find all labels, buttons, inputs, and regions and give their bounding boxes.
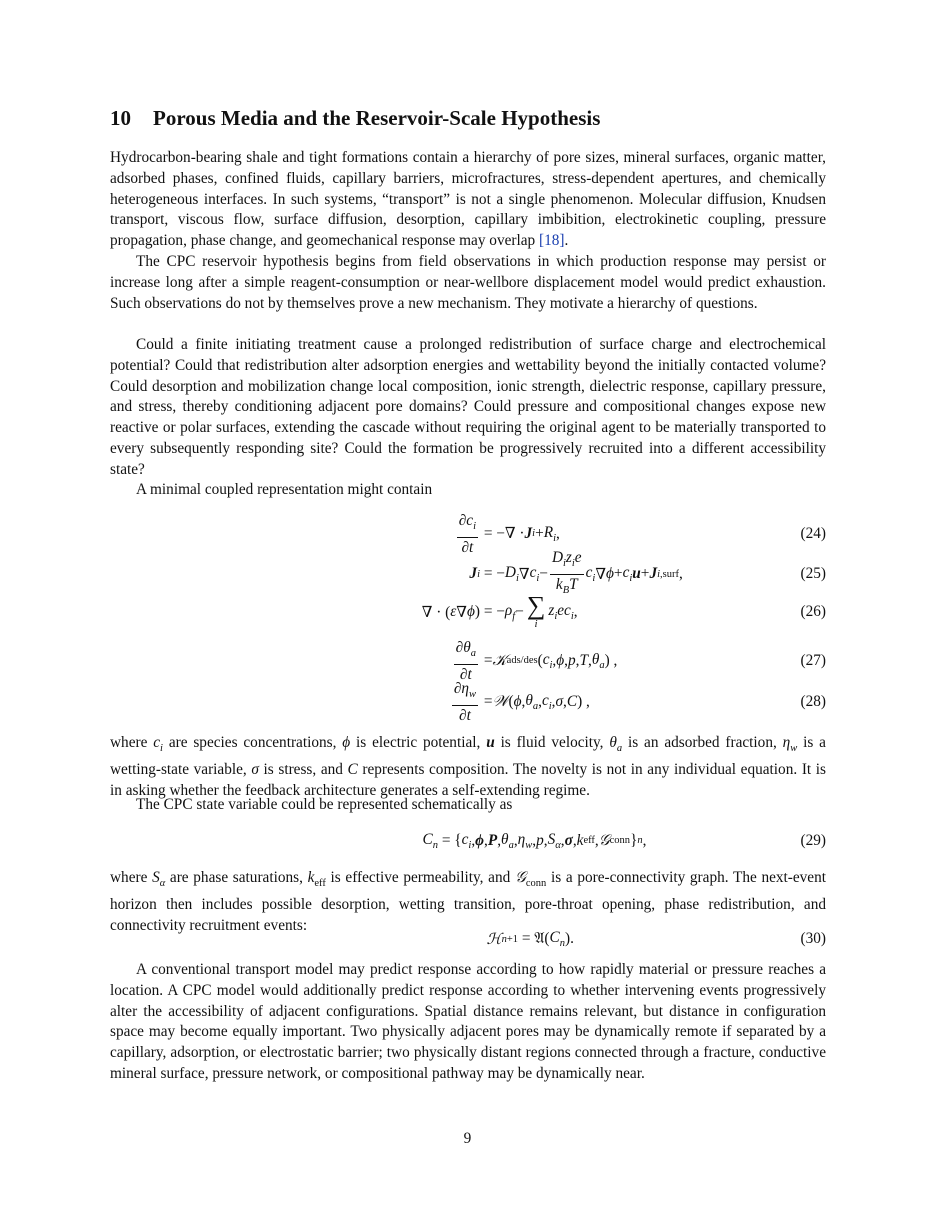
paragraph-questions: Could a finite initiating treatment cause a prolonged redistribution of surface charge and electrochemical potential? Could that redistribution alter adsorption energies and wettability beyond the initially contacted volume? Could desorption and mobilization change local composition, ionic strength, dielectric response, capillary pressure, and stress, thereby conditioning adjacent pore domains? Could pressure and compositional changes expose new reactive or polar surfaces, extending the cascade without requiring the original agent to be materially transported to every subsequently responding site? Could the formation be progressively recruited into a different accessibility state? [110,336,826,478]
equation-29 [110,820,826,862]
paragraph-variable-definitions: where $c_i$ are species concentrations, ϕ is electric potential, u is fluid velocity, $\theta_a$ is an adsorbed fraction, $\eta_w$ is a wetting-state variable, σ is stress, and C represents composition. The novelty is not in any individual equation. It is in asking whether the feedback architecture generates a self-extending regime. [110,734,826,799]
equation-26 [110,591,826,633]
equation-27 [110,640,826,682]
text-segment: represents composition. The novelty is not in any individual equation. It is in asking whether the feedback architecture generates a self-extending regime. [110,760,826,799]
section-title: Porous Media and the Reservoir-Scale Hypothesis [153,106,601,130]
text-segment: is electric potential, [350,734,487,751]
paragraph-intro [110,148,826,252]
text-segment: where [110,734,154,751]
paragraph-conventional-model: A conventional transport model may predict response according to how rapidly material or pressure reaches a location. A CPC model would additionally predict response according to whether intervening events progressively alter the accessibility of adjacent configurations. Spatial distance remains relevant, but distance in configuration space may become equally important. Two physically adjacent pores may be dynamically remote if separated by a capillary, adsorption, or electrostatic barrier; two physically distant regions connected through a fracture, conductive mineral surface, pressure network, or compositional pathway may be dynamically near. [110,961,826,1082]
equation-28-number: (28) [800,693,826,710]
equation-29-body: $C_n$ = { $c_i$ , ϕ , P , $\theta_a$ , $\eta_w$ , p , $S_\alpha$ , σ , k eff , 𝒢 conn } n , [422,830,647,852]
equation-29-number: (29) [800,832,826,849]
paragraph-hypothesis: The CPC reservoir hypothesis begins from field observations in which production response may persist or increase long after a simple reagent-consumption or near-wellbore displacement model would predict exhaustion. Such observations do not by themselves prove a new mechanism. They motivate a hierarchy of questions. [110,253,826,312]
text-segment: are species concentrations, [162,734,343,751]
paragraph-state-variable-intro: The CPC state variable could be represented schematically as [136,796,513,813]
equation-30-number: (30) [800,930,826,947]
text-segment: is a pore-connectivity graph. The next-event horizon then includes possible desorption, wetting transition, pore-throat opening, phase redistribution, and connectivity recruitment events: [110,869,826,934]
section-number: 10 [110,106,131,130]
equation-25-body: J i = − $D_i$ ∇ $c_i$ − $\frac{D_iz_ie}{k_BT}$ $c_i$ ∇ ϕ + $c_i$ u + J i,surf , [469,549,683,596]
paragraph-intro-end: . [564,232,569,250]
equation-27-body: $\frac{\partial\theta_a}{\partial t}$ = 𝒦 ads/des ( $c_i$ , ϕ , p , T , $\theta_a$ ) , [455,639,618,683]
text-segment: is fluid velocity, [494,734,610,751]
equation-28-body: $\frac{\partial\eta_w}{\partial t}$ = 𝒲 ( ϕ , $\theta_a$ , $c_i$ , σ , C ) , [453,680,590,724]
equation-28 [110,681,826,723]
text-segment: is a wetting-state variable, [110,734,826,778]
equation-30-body: ℋ n+1 = 𝔄( $C_n$ ). [486,928,574,950]
text-segment: are phase saturations, [165,869,308,886]
text-segment: is stress, and [258,760,348,778]
text-segment: where [110,869,153,886]
equation-25-number: (25) [800,565,826,582]
paragraph-state-definitions: where $S_\alpha$ are phase saturations, $k_{eff}$ is effective permeability, and 𝒢$_{conn}$ is a pore-connectivity graph. The next-event horizon then includes possible desorption, wetting transition, pore-throat opening, phase redistribution, and connectivity recruitment events: [110,869,826,934]
equation-24 [110,513,826,555]
equation-27-number: (27) [800,652,826,669]
equation-30 [110,918,826,960]
text-segment: is an adsorbed fraction, [622,734,783,751]
paragraph-representation-intro: A minimal coupled representation might contain [136,481,433,498]
equation-25 [110,549,826,596]
equation-26-body: ∇ · ( ε ∇ ϕ ) = − $\rho_f$ − ∑ i $z_iec_i$ , [421,591,578,630]
text-segment: is effective permeability, and [325,869,515,886]
equation-26-number: (26) [800,603,826,620]
equation-24-body: $\frac{\partial c_i}{\partial t}$ = −∇ · J i + $R_i$ , [458,512,560,556]
equation-24-number: (24) [800,525,826,542]
page-number: 9 [463,1130,472,1147]
citation-link[interactable]: [18] [539,232,565,250]
paragraph-intro-text: Hydrocarbon-bearing shale and tight formations contain a hierarchy of pore sizes, mineral surfaces, organic matter, adsorbed phases, confined fluids, capillary barriers, microfractures, stress-dependent apertures, and chemically heterogeneous interfaces. In such systems, “transport” is not a single phenomenon. Molecular diffusion, Knudsen transport, viscous flow, surface diffusion, desorption, capillary imbibition, electrokinetic coupling, pressure propagation, phase change, and geomechanical response may overlap [110,149,826,250]
section-heading [110,106,600,131]
